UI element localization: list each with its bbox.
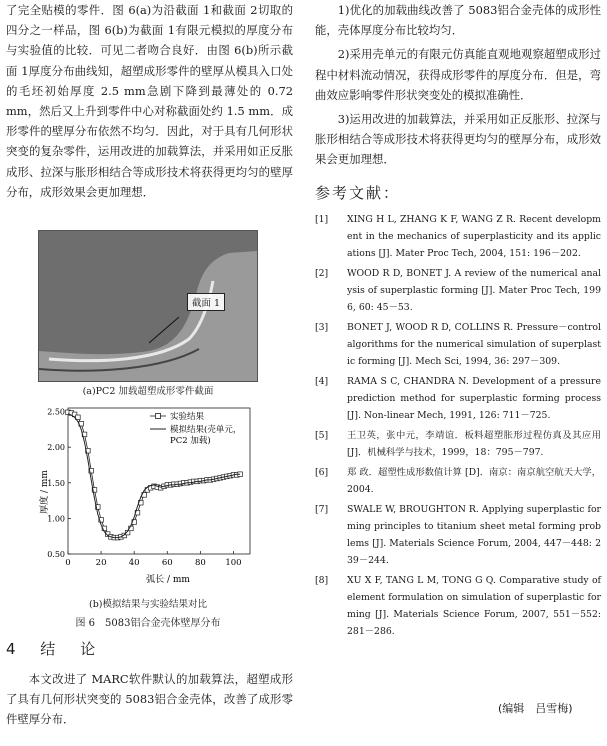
section-label: 截面 1 [187,293,225,311]
figure-6 [38,230,258,631]
reference-number: [2] [315,267,329,279]
chart-legend [150,411,241,446]
section-4 [6,638,293,730]
legend-experiment: 实验结果 [170,412,205,422]
conclusion-2: 2)采用壳单元的有限元仿真能直观地观察超塑成形过程中材料流动情况，获得成形零件的厚度分布．但是，弯曲效应影响零件形状突变处的模拟准确性． [315,47,601,102]
reference-number: [4] [315,375,329,387]
specimen-photo [38,230,258,382]
conclusion-3: 3)运用改进的加载算法，并采用如正反胀形、拉深与胀形相结合等成形技术将获得更均匀的壁厚分布，成形效果会更加理想． [315,112,601,167]
caption-a: (a)PC2 加载超塑成形零件截面 [82,386,214,397]
x-tick-label: 60 [161,558,173,568]
caption-b: (b)模拟结果与实验结果对比 [89,599,207,610]
reference-text: RAMA S C, CHANDRA N. Development of a pressure prediction method for superplastic forming process [J]. Non-linear Mech, 1991, 126: 711－725. [347,375,601,421]
body-paragraph: 了完全贴模的零件．图 6(a)为沿截面 1和截面 2切取的四分之一样品，图 6(b)为截面 1有限元模拟的厚度分布与实验值的比较．可见二者吻合良好．由图 6(b)所示截面 1厚度分布曲线知，超塑成形零件的壁厚从模具入口处的毛坯初始厚度 2.5 mm急剧下降到最薄处的 0.72 mm，然后又上升到零件中心对称截面处约 1.5 mm．成形零件的壁厚分布依然不均匀．因此，对于具有几何形状突变的复杂零件，运用改进的加载算法，并采用如正反胀成形、拉深与胀形相结合等成形技术将获得更均匀的壁厚分布，成形效果会更加理想． [6,3,293,199]
y-tick-label: 1.00 [47,514,65,524]
y-axis-label: 厚度 / mm [40,470,50,514]
reference-text: 王卫英，张中元，李靖谊．板料超塑胀形过程仿真及其应用[J]．机械科学与技术，1999，18：795－797. [347,429,601,458]
reference-list [315,211,601,640]
reference-item [315,427,601,461]
x-tick-label: 40 [128,558,140,568]
reference-number: [8] [315,574,329,586]
left-column [6,0,293,202]
reference-number: [5] [315,429,329,441]
x-tick-label: 0 [65,558,71,568]
section-heading: 4 结 论 [6,640,106,658]
x-tick-label: 20 [95,558,107,568]
reference-number: [7] [315,503,329,515]
y-tick-label: 2.50 [47,407,65,417]
legend-simulation-cont: PC2 加载) [170,436,211,446]
legend-simulation: 模拟结果(壳单元， [170,425,242,435]
x-tick-label: 80 [194,558,206,568]
conclusion-1: 1)优化的加载曲线改善了 5083铝合金壳体的成形性能，壳体厚度分布比较均匀． [315,3,601,38]
right-column [315,0,601,643]
reference-text: XING H L, ZHANG K F, WANG Z R. Recent development in the mechanics of superplasticity and its applications [J]. Mater Proc Tech, 2004, 151: 196－202. [347,213,601,259]
reference-item [315,319,601,370]
reference-item [315,265,601,316]
reference-item [315,211,601,262]
reference-item [315,373,601,424]
reference-item [315,501,601,569]
references-title: 参考文献： [315,183,401,202]
chart-svg [38,404,258,594]
section-4-body: 本文改进了 MARC软件默认的加载算法，超塑成形了具有几何形状突变的 5083铝合金壳体，改善了成形零件壁厚分布． [6,672,293,727]
editor-note: (编辑 吕雪梅) [498,702,573,715]
reference-item [315,572,601,640]
y-tick-label: 0.50 [47,550,65,559]
reference-number: [6] [315,466,329,478]
x-tick-label: 100 [225,558,242,568]
reference-number: [3] [315,321,329,333]
x-axis-label: 弧长 / mm [146,575,190,585]
reference-text: SWALE W, BROUGHTON R. Applying superplastic forming principles to titanium sheet metal forming problems [J]. Materials Science Forum, 2004, 447－448: 239－244. [347,503,601,566]
figure-title: 图 6 5083铝合金壳体壁厚分布 [75,618,221,629]
y-tick-label: 1.50 [47,478,65,488]
reference-text: WOOD R D, BONET J. A review of the numerical analysis of superplastic forming [J]. Mater Proc Tech, 1996, 60: 45－53. [347,267,601,313]
reference-text: BONET J, WOOD R D, COLLINS R. Pressure－control algorithms for the numerical simulation of superplastic forming [J]. Mech Sci, 1994, 36: 297－309. [347,321,601,367]
reference-text: XU X F, TANG L M, TONG G Q. Comparative study of element formulation on simulation of superplastic forming [J]. Materials Science Forum, 2007, 551－552: 281－286. [347,574,601,637]
y-tick-label: 2.00 [47,443,65,453]
legend-square-icon [156,414,161,419]
reference-item [315,464,601,498]
thickness-chart [38,404,258,598]
reference-number: [1] [315,213,329,225]
reference-text: 郑 政．超塑性成形数值计算 [D]．南京：南京航空航天大学，2004. [347,466,601,495]
